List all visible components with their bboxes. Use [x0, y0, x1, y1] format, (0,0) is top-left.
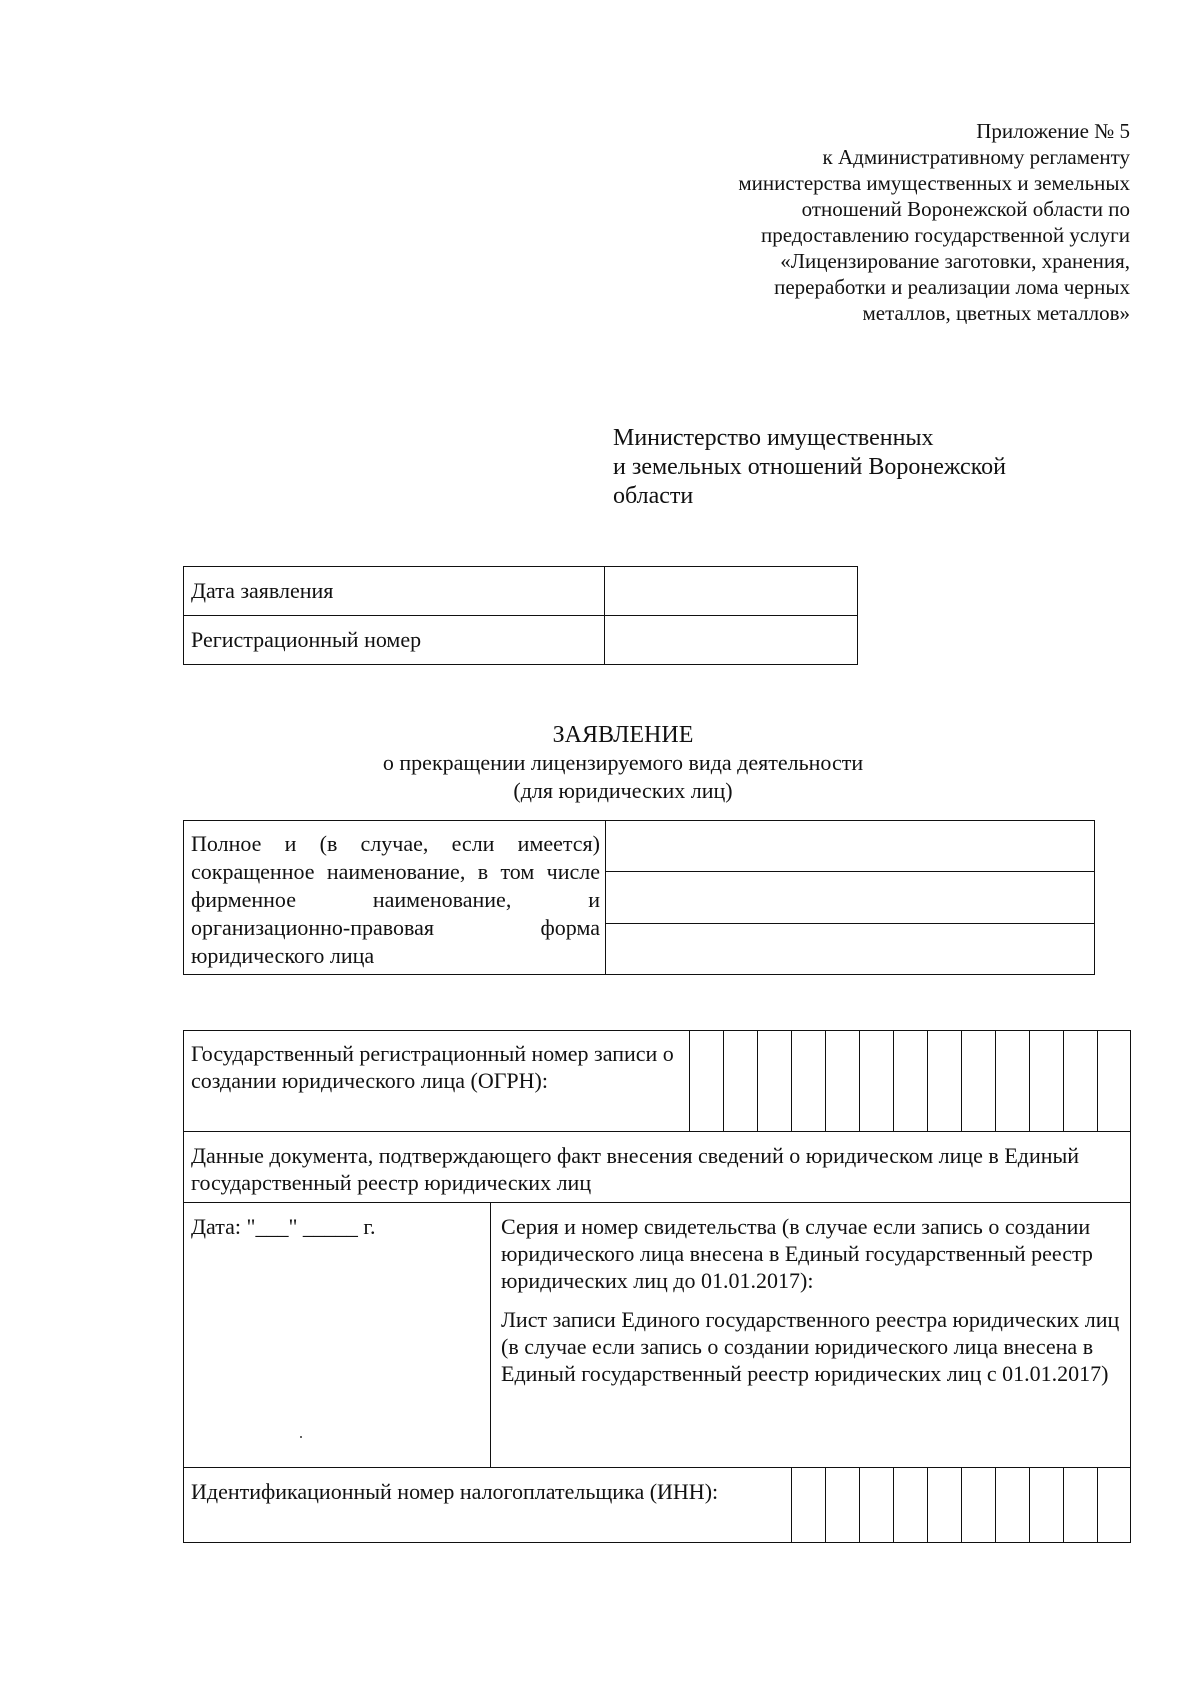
organization-name-field[interactable] — [606, 821, 1095, 872]
organization-name-label: Полное и (в случае, если имеется) сокращенное наименование, в том числе фирменное наименование, и организационно-правовая форма юридического лица — [184, 821, 606, 975]
registration-details-table — [183, 1030, 1131, 1543]
addressee-line: Министерство имущественных — [613, 425, 934, 451]
ogrn-label: Государственный регистрационный номер записи о создании юридического лица (ОГРН): — [184, 1031, 690, 1132]
certificate-cell — [491, 1203, 1131, 1468]
inn-digit-box[interactable] — [928, 1468, 962, 1543]
ogrn-digit-box[interactable] — [860, 1031, 894, 1132]
inn-digit-box[interactable] — [860, 1468, 894, 1543]
ogrn-digit-box[interactable] — [1030, 1031, 1064, 1132]
inn-digit-box[interactable] — [1030, 1468, 1064, 1543]
ogrn-digit-box[interactable] — [1064, 1031, 1098, 1132]
appendix-line: предоставлению государственной услуги — [761, 223, 1130, 247]
appendix-line: Приложение № 5 — [976, 119, 1130, 143]
addressee-line: области — [613, 483, 694, 509]
table-row — [184, 567, 858, 616]
registration-number-field[interactable] — [605, 616, 858, 665]
appendix-line: «Лицензирование заготовки, хранения, — [780, 249, 1130, 273]
appendix-header — [640, 118, 1130, 326]
inn-digit-box[interactable] — [962, 1468, 996, 1543]
addressee-line: и земельных отношений Воронежской — [613, 454, 1006, 480]
ogrn-digit-box[interactable] — [758, 1031, 792, 1132]
ogrn-digit-box[interactable] — [962, 1031, 996, 1132]
organization-name-field[interactable] — [606, 923, 1095, 974]
title-subtitle: о прекращении лицензируемого вида деятельности — [382, 750, 864, 775]
appendix-line: переработки и реализации лома черных — [774, 275, 1130, 299]
ogrn-digit-box[interactable] — [792, 1031, 826, 1132]
addressee-block — [613, 424, 1043, 511]
title-subtitle-note: (для юридических лиц) — [513, 778, 733, 803]
ogrn-digit-box[interactable] — [928, 1031, 962, 1132]
registration-table — [183, 566, 858, 665]
ogrn-digit-box[interactable] — [1098, 1031, 1131, 1132]
inn-digit-box[interactable] — [792, 1468, 826, 1543]
inn-digit-box[interactable] — [996, 1468, 1030, 1543]
inn-digit-box[interactable] — [1064, 1468, 1098, 1543]
appendix-line: отношений Воронежской области по — [801, 197, 1130, 221]
ogrn-digit-box[interactable] — [690, 1031, 724, 1132]
inn-label: Идентификационный номер налогоплательщика (ИНН): — [184, 1468, 792, 1543]
ogrn-digit-box[interactable] — [894, 1031, 928, 1132]
record-date-field[interactable]: Дата: "___" _____ г. — [184, 1203, 491, 1468]
ogrn-digit-box[interactable] — [996, 1031, 1030, 1132]
egrul-document-label: Данные документа, подтверждающего факт внесения сведений о юридическом лице в Единый государственный реестр юридических лиц — [184, 1132, 1131, 1203]
ogrn-digit-box[interactable] — [724, 1031, 758, 1132]
document-title — [183, 721, 1063, 805]
table-row — [184, 616, 858, 665]
table-row — [184, 821, 1095, 872]
inn-digit-box[interactable] — [1098, 1468, 1131, 1543]
organization-name-field[interactable] — [606, 872, 1095, 923]
scan-speck — [300, 1436, 302, 1438]
appendix-line: министерства имущественных и земельных — [738, 171, 1130, 195]
table-row — [184, 1468, 1131, 1543]
application-date-label: Дата заявления — [184, 567, 605, 616]
egrul-sheet-label: Лист записи Единого государственного реестра юридических лиц (в случае если запись о создании юридического лица внесена в Единый государственный реестр юридических лиц с 01.01.2017) — [501, 1307, 1120, 1386]
ogrn-digit-box[interactable] — [826, 1031, 860, 1132]
organization-name-table — [183, 820, 1095, 975]
application-date-field[interactable] — [605, 567, 858, 616]
inn-digit-box[interactable] — [894, 1468, 928, 1543]
title-main: ЗАЯВЛЕНИЕ — [552, 722, 694, 748]
table-row — [184, 1031, 1131, 1132]
registration-number-label: Регистрационный номер — [184, 616, 605, 665]
appendix-line: к Административному регламенту — [822, 145, 1130, 169]
inn-digit-box[interactable] — [826, 1468, 860, 1543]
certificate-label: Серия и номер свидетельства (в случае если запись о создании юридического лица внесена в Единый государственный реестр юридических лиц до 01.01.2017): — [501, 1214, 1093, 1293]
appendix-line: металлов, цветных металлов» — [862, 301, 1130, 325]
table-row — [184, 1203, 1131, 1468]
table-row — [184, 1132, 1131, 1203]
